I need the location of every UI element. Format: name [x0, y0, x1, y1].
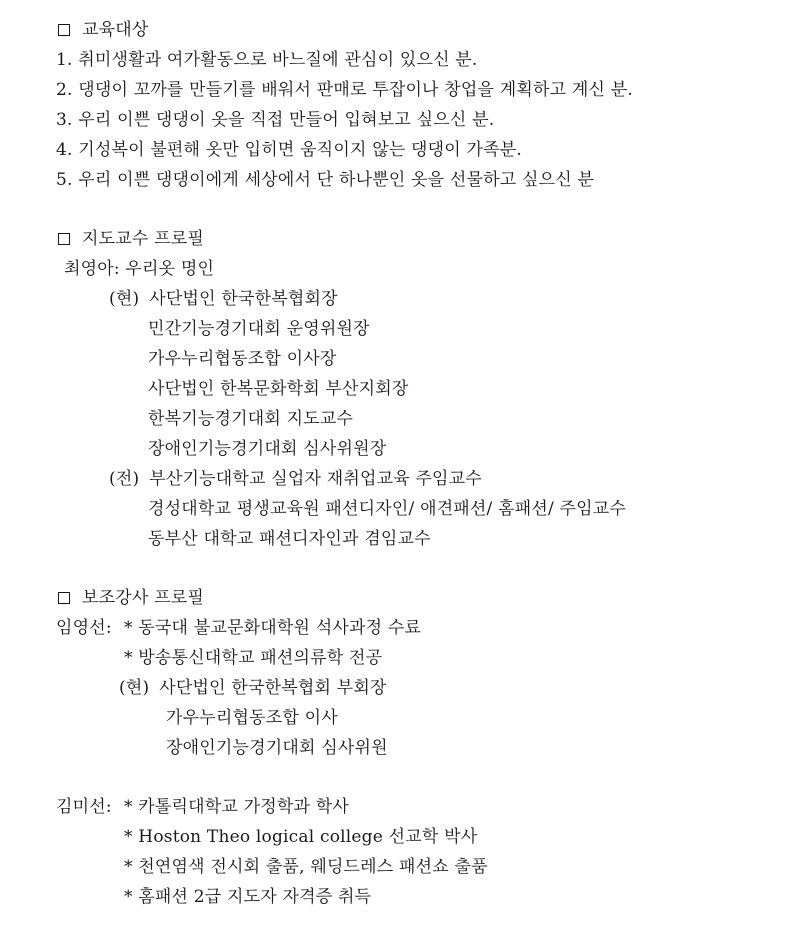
profile-entry: (전) 부산기능대학교 실업자 재취업교육 주임교수	[109, 469, 482, 489]
assistant-bullet: * 천연염색 전시회 출품, 웨딩드레스 패션쇼 출품	[124, 857, 488, 877]
profile-entry: 경성대학교 평생교육원 패션디자인/ 애견패션/ 홈패션/ 주임교수	[148, 499, 626, 519]
list-item: 3. 우리 이쁜 댕댕이 옷을 직접 만들어 입혀보고 싶으신 분.	[56, 110, 495, 130]
profile-entry: (현) 사단법인 한국한복협회 부회장	[119, 678, 387, 698]
professor-name-line: 최영아: 우리옷 명인	[64, 259, 215, 279]
assistant-bullet: * 카톨릭대학교 가정학과 학사	[124, 797, 349, 817]
profile-entry: 민간기능경기대회 운영위원장	[148, 319, 370, 339]
profile-entry: 장애인기능경기대회 심사위원	[166, 738, 388, 758]
profile-entry: 장애인기능경기대회 심사위원장	[148, 439, 387, 459]
checkbox-square-icon	[58, 24, 70, 36]
profile-entry: 가우누리협동조합 이사	[166, 708, 338, 728]
list-item: 4. 기성복이 불편해 옷만 입히면 움직이지 않는 댕댕이 가족분.	[56, 140, 522, 160]
assistant-bullet: * 동국대 불교문화대학원 석사과정 수료	[124, 618, 422, 638]
assistant-bullet: * 방송통신대학교 패션의류학 전공	[124, 648, 383, 668]
assistant-name: 김미선:	[56, 797, 112, 817]
heading-text: 보조강사 프로필	[82, 588, 204, 608]
heading-text: 교육대상	[82, 20, 149, 40]
section-heading-assistants	[58, 588, 204, 608]
checkbox-square-icon	[58, 592, 70, 604]
profile-entry: (현) 사단법인 한국한복협회장	[109, 289, 338, 309]
list-item: 5. 우리 이쁜 댕댕이에게 세상에서 단 하나뿐인 옷을 선물하고 싶으신 분	[56, 170, 595, 190]
assistant-bullet: * 홈패션 2급 지도자 자격증 취득	[124, 887, 372, 907]
assistant-name: 임영선:	[56, 618, 112, 638]
profile-entry: 동부산 대학교 패션디자인과 겸임교수	[148, 529, 431, 549]
heading-text: 지도교수 프로필	[82, 229, 204, 249]
current-label: (현)	[119, 678, 150, 698]
section-heading-audience	[58, 20, 149, 40]
list-item: 2. 댕댕이 꼬까를 만들기를 배워서 판매로 투잡이나 창업을 계획하고 계신 분.	[56, 80, 633, 100]
checkbox-square-icon	[58, 233, 70, 245]
profile-entry: 사단법인 한복문화학회 부산지회장	[148, 379, 409, 399]
current-label: (현)	[109, 289, 140, 309]
profile-entry: 한복기능경기대회 지도교수	[148, 409, 354, 429]
profile-entry: 가우누리협동조합 이사장	[148, 349, 337, 369]
section-heading-professor	[58, 229, 204, 249]
former-label: (전)	[109, 469, 140, 489]
assistant-bullet: * Hoston Theo logical college 선교학 박사	[124, 827, 478, 847]
list-item: 1. 취미생활과 여가활동으로 바느질에 관심이 있으신 분.	[56, 50, 478, 70]
